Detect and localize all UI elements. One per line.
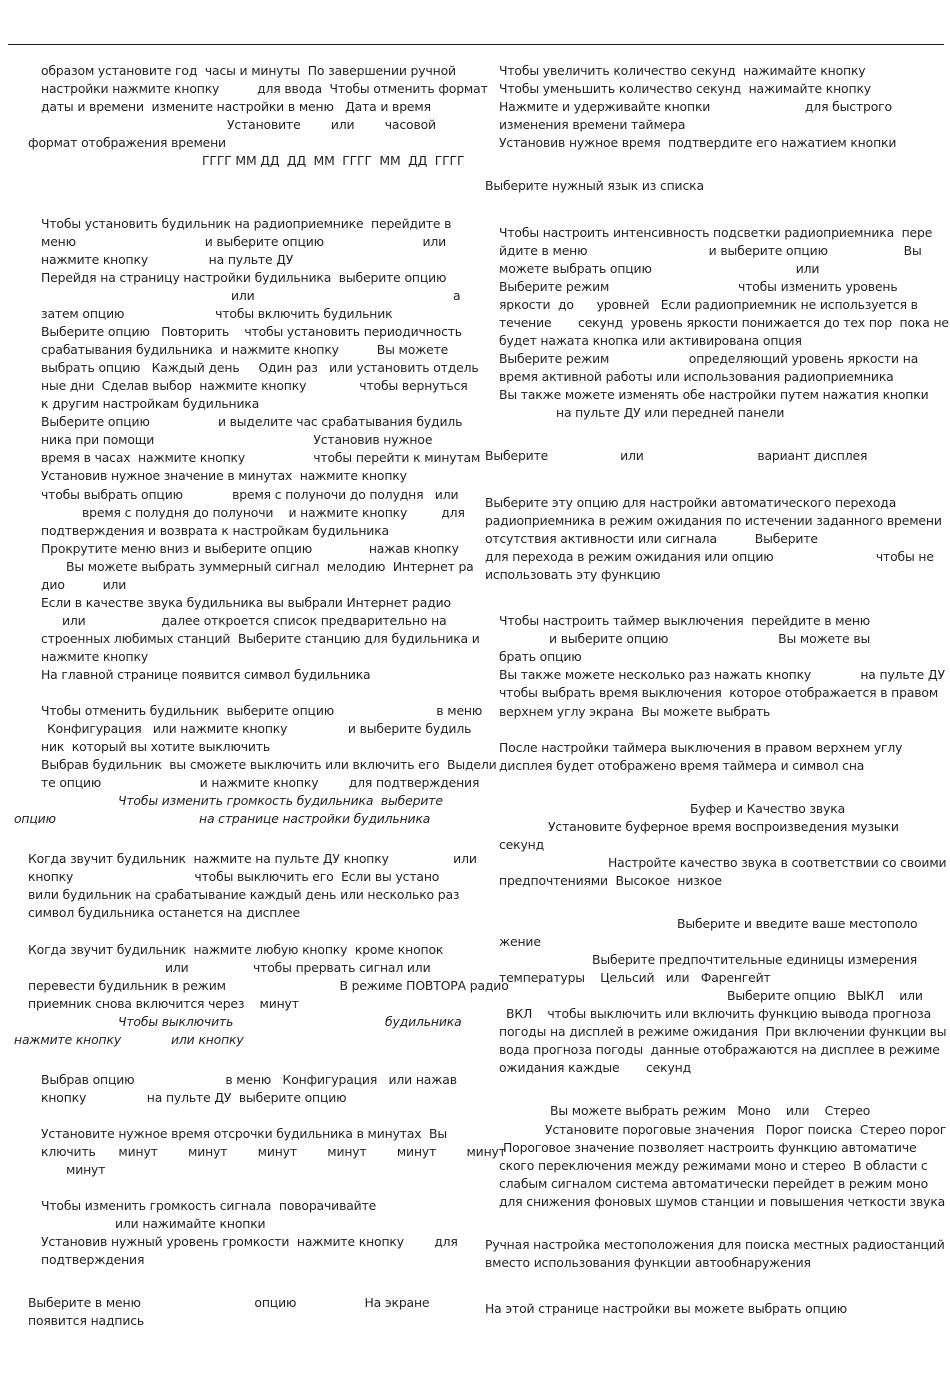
text-line: предпочтениями Высокое низкое <box>499 873 722 888</box>
text-line: вили будильник на срабатывание каждый день или несколько раз <box>28 887 460 902</box>
text-line: нажмите кнопку <box>14 1032 122 1047</box>
text-line: Если в качестве звука будильника вы выбрали Интернет радио <box>41 595 451 610</box>
text-line: Установите пороговые значения Порог поиска Стерео порог <box>545 1122 947 1137</box>
text-line: и выберите опцию Вы можете вы <box>549 631 871 646</box>
text-line: использовать эту функцию <box>485 567 661 582</box>
text-line: опцию <box>14 811 56 826</box>
text-line: или кнопку <box>171 1032 244 1047</box>
text-line: затем опцию чтобы включить будильник <box>41 306 393 321</box>
text-line: символ будильника останется на дисплее <box>28 905 300 920</box>
text-line: слабым сигналом система автоматически перейдет в режим моно <box>499 1176 929 1191</box>
text-line: Пороговое значение позволяет настроить функцию автоматиче <box>503 1140 917 1155</box>
text-line: Вы также можете несколько раз нажать кнопку на пульте ДУ <box>499 667 945 682</box>
text-line: температуры Цельсий или Фаренгейт <box>499 970 771 985</box>
text-line: Вы также можете изменять обе настройки путем нажатия кнопки <box>499 387 929 402</box>
text-line: На этой странице настройки вы можете выбрать опцию <box>485 1301 848 1316</box>
text-line: появится надпись <box>28 1313 145 1328</box>
text-line: даты и времени измените настройки в меню Дата и время <box>41 99 431 114</box>
text-line: Установите буферное время воспроизведения музыки <box>548 819 899 834</box>
text-line: На главной странице появится символ будильника <box>41 667 371 682</box>
text-line: подтверждения и возврата к настройкам будильника <box>41 523 389 538</box>
text-line: Нажмите и удерживайте кнопки для быстрого <box>499 99 892 114</box>
text-line: образом установите год часы и минуты По завершении ручной <box>41 63 456 78</box>
text-line: время активной работы или использования радиоприемника <box>499 369 894 384</box>
text-line: на пульте ДУ или передней панели <box>556 405 785 420</box>
text-line: йдите в меню и выберите опцию Вы <box>499 243 922 258</box>
text-line: приемник снова включится через минут <box>28 996 299 1011</box>
text-line: или далее откроется список предварительно на <box>62 613 447 628</box>
text-line: строенных любимых станций Выберите станцию для будильника и <box>41 631 480 646</box>
text-line: Выберите опцию и выделите час срабатывания будиль <box>41 414 463 429</box>
text-line: Выберите или вариант дисплея <box>485 448 868 463</box>
text-line: Когда звучит будильник нажмите на пульте ДУ кнопку или <box>28 851 477 866</box>
text-line: яркости до уровней Если радиоприемник не используется в <box>499 297 918 312</box>
text-line: изменения времени таймера <box>499 117 686 132</box>
text-line: время в часах нажмите кнопку чтобы перейти к минутам <box>41 450 481 465</box>
text-line: Выберите режим определяющий уровень яркости на <box>499 351 919 366</box>
text-line: будет нажата кнопка или активирована опция <box>499 333 802 348</box>
text-line: ГГГГ ММ ДД ДД ММ ГГГГ ММ ДД ГГГГ <box>202 153 465 168</box>
text-line: чтобы выбрать опцию время с полуночи до полудня или <box>41 487 459 502</box>
text-line: кнопку чтобы выключить его Если вы устано <box>28 869 440 884</box>
text-line: Перейдя на страницу настройки будильника выберите опцию <box>41 270 447 285</box>
text-line: Чтобы установить будильник на радиоприемнике перейдите в <box>41 216 452 231</box>
text-line: ожидания каждые секунд <box>499 1060 692 1075</box>
text-line: будильника <box>385 1014 462 1029</box>
text-line: Ручная настройка местоположения для поиска местных радиостанций <box>485 1237 945 1252</box>
text-line: Чтобы увеличить количество секунд нажимайте кнопку <box>499 63 866 78</box>
text-line: Выберите опцию ВЫКЛ или <box>727 988 923 1003</box>
text-line: ского переключения между режимами моно и стерео В области с <box>499 1158 928 1173</box>
text-line: Чтобы отменить будильник выберите опцию в меню <box>41 703 483 718</box>
text-line: срабатывания будильника и нажмите кнопку Вы можете <box>41 342 449 357</box>
text-line: ные дни Сделав выбор нажмите кнопку чтобы вернуться <box>41 378 468 393</box>
text-line: Чтобы изменить громкость будильника выберите <box>118 793 443 808</box>
text-line: подтверждения <box>41 1252 145 1267</box>
text-line: ВКЛ чтобы выключить или включить функцию вывода прогноза <box>506 1006 932 1021</box>
text-line: Прокрутите меню вниз и выберите опцию нажав кнопку <box>41 541 459 556</box>
text-line: Установив нужный уровень громкости нажмите кнопку для <box>41 1234 458 1249</box>
text-line: или чтобы прервать сигнал или <box>165 960 431 975</box>
text-line: на странице настройки будильника <box>199 811 431 826</box>
text-line: Установив нужное время подтвердите его нажатием кнопки <box>499 135 897 150</box>
text-line: После настройки таймера выключения в правом верхнем углу <box>499 740 903 755</box>
text-line: Выберите в меню опцию На экране <box>28 1295 430 1310</box>
text-line: Выбрав опцию в меню Конфигурация или нажав <box>41 1072 457 1087</box>
text-line: вместо использования функции автообнаружения <box>485 1255 811 1270</box>
text-line: Выберите режим чтобы изменить уровень <box>499 279 898 294</box>
text-line: погоды на дисплей в режиме ожидания При включении функции вы <box>499 1024 947 1039</box>
text-line: а <box>453 288 461 303</box>
text-line: настройки нажмите кнопку для ввода Чтобы отменить формат <box>41 81 488 96</box>
text-line: нажмите кнопку <box>41 649 149 664</box>
text-line: ник который вы хотите выключить <box>41 739 271 754</box>
text-line: Чтобы уменьшить количество секунд нажимайте кнопку <box>499 81 871 96</box>
text-line: Выберите нужный язык из списка <box>485 178 704 193</box>
text-line: Выберите предпочтительные единицы измерения <box>592 952 917 967</box>
text-line: Выберите опцию Повторить чтобы установить периодичность <box>41 324 462 339</box>
text-line: перевести будильник в режим В режиме ПОВТОРА радио <box>28 978 509 993</box>
text-line: жение <box>499 934 541 949</box>
text-line: Выберите эту опцию для настройки автоматического перехода <box>485 495 897 510</box>
text-line: Установите нужное время отсрочки будильника в минутах Вы <box>41 1126 448 1141</box>
text-line: вода прогноза погоды данные отображаются на дисплее в режиме <box>499 1042 940 1057</box>
text-line: меню и выберите опцию или <box>41 234 447 249</box>
text-line: Установите или часовой <box>227 117 436 132</box>
text-line: кнопку на пульте ДУ выберите опцию <box>41 1090 347 1105</box>
text-line: дисплея будет отображено время таймера и символ сна <box>499 758 865 773</box>
text-line: Вы можете выбрать режим Моно или Стерео <box>550 1103 871 1118</box>
text-line: время с полудня до полуночи и нажмите кнопку для <box>82 505 465 520</box>
text-line: Буфер и Качество звука <box>690 801 846 816</box>
text-line: секунд <box>499 837 545 852</box>
text-line: или <box>231 288 255 303</box>
text-line: отсутствия активности или сигнала Выберите <box>485 531 818 546</box>
text-line: для снижения фоновых шумов станции и повышения четкости звука <box>499 1194 946 1209</box>
text-line: минут <box>66 1162 106 1177</box>
header-rule <box>8 44 944 45</box>
text-line: радиоприемника в режим ожидания по истечении заданного времени <box>485 513 942 528</box>
text-line: для перехода в режим ожидания или опцию чтобы не <box>485 549 934 564</box>
text-line: течение секунд уровень яркости понижается до тех пор пока не <box>499 315 949 330</box>
text-line: Чтобы выключить <box>118 1014 234 1029</box>
text-line: Чтобы настроить интенсивность подсветки радиоприемника пере <box>499 225 933 240</box>
text-line: верхнем углу экрана Вы можете выбрать <box>499 704 771 719</box>
text-line: дио или <box>41 577 127 592</box>
text-line: выбрать опцию Каждый день Один раз или установить отдель <box>41 360 479 375</box>
text-line: Настройте качество звука в соответствии со своими <box>608 855 947 870</box>
text-line: Когда звучит будильник нажмите любую кнопку кроме кнопок <box>28 942 444 957</box>
text-line: формат отображения времени <box>28 135 226 150</box>
text-line: Выбрав будильник вы сможете выключить или включить его Выдели <box>41 757 497 772</box>
text-line: ключить минут минут минут минут минут минут <box>41 1144 506 1159</box>
text-line: Конфигурация или нажмите кнопку и выберите будиль <box>47 721 472 736</box>
text-line: чтобы выбрать время выключения которое отображается в правом <box>499 685 939 700</box>
text-line: Выберите и введите ваше местополо <box>677 916 918 931</box>
text-line: ника при помощи Установив нужное <box>41 432 433 447</box>
text-line: Чтобы изменить громкость сигнала поворачивайте <box>41 1198 377 1213</box>
text-line: к другим настройкам будильника <box>41 396 260 411</box>
text-line: те опцию и нажмите кнопку для подтверждения <box>41 775 480 790</box>
text-line: нажмите кнопку на пульте ДУ <box>41 252 294 267</box>
text-line: Вы можете выбрать зуммерный сигнал мелодию Интернет ра <box>66 559 474 574</box>
text-line: можете выбрать опцию или <box>499 261 820 276</box>
text-line: Чтобы настроить таймер выключения перейдите в меню <box>499 613 871 628</box>
text-line: Установив нужное значение в минутах нажмите кнопку <box>41 468 407 483</box>
text-line: брать опцию <box>499 649 582 664</box>
text-line: или нажимайте кнопки <box>115 1216 266 1231</box>
